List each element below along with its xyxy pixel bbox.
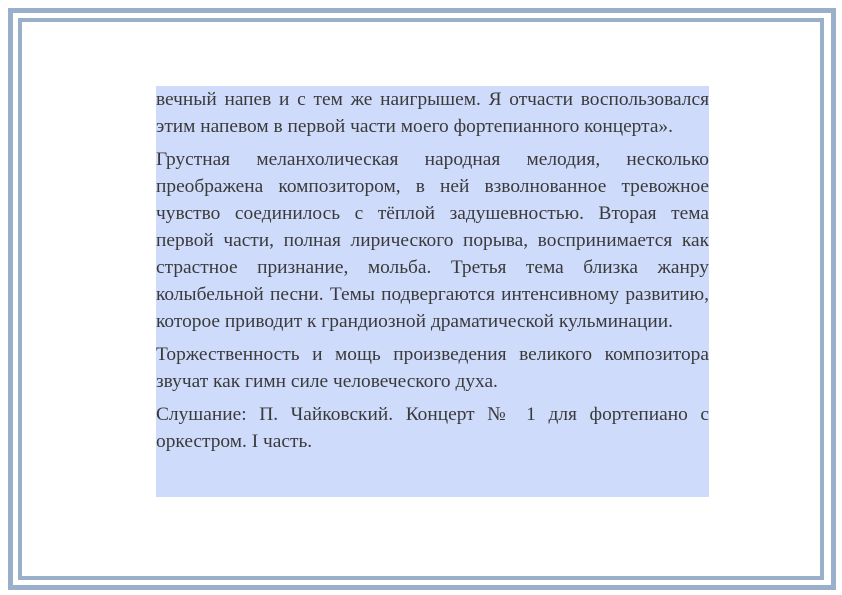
text-box[interactable] xyxy=(156,86,709,497)
paragraph-4: Слушание: П. Чайковский. Концерт № 1 для фортепиано с оркестром. I часть. xyxy=(156,404,709,452)
paragraph-1: вечный напев и с тем же наигрышем. Я отчасти воспользовался этим напевом в первой части моего фортепианного концерта». xyxy=(156,89,709,137)
paragraph-3: Торжественность и мощь произведения великого композитора звучат как гимн силе человеческого духа. xyxy=(156,344,709,392)
paragraph-2: Грустная меланхолическая народная мелодия, несколько преображена композитором, в ней взволнованное тревожное чувство соединилось с тёплой задушевностью. Вторая тема первой части, полная лирического порыва, воспринимается как страстное признание, мольба. Третья тема близка жанру колыбельной песни. Темы подвергаются интенсивному развитию, которое приводит к грандиозной драматической кульминации. xyxy=(156,149,709,332)
